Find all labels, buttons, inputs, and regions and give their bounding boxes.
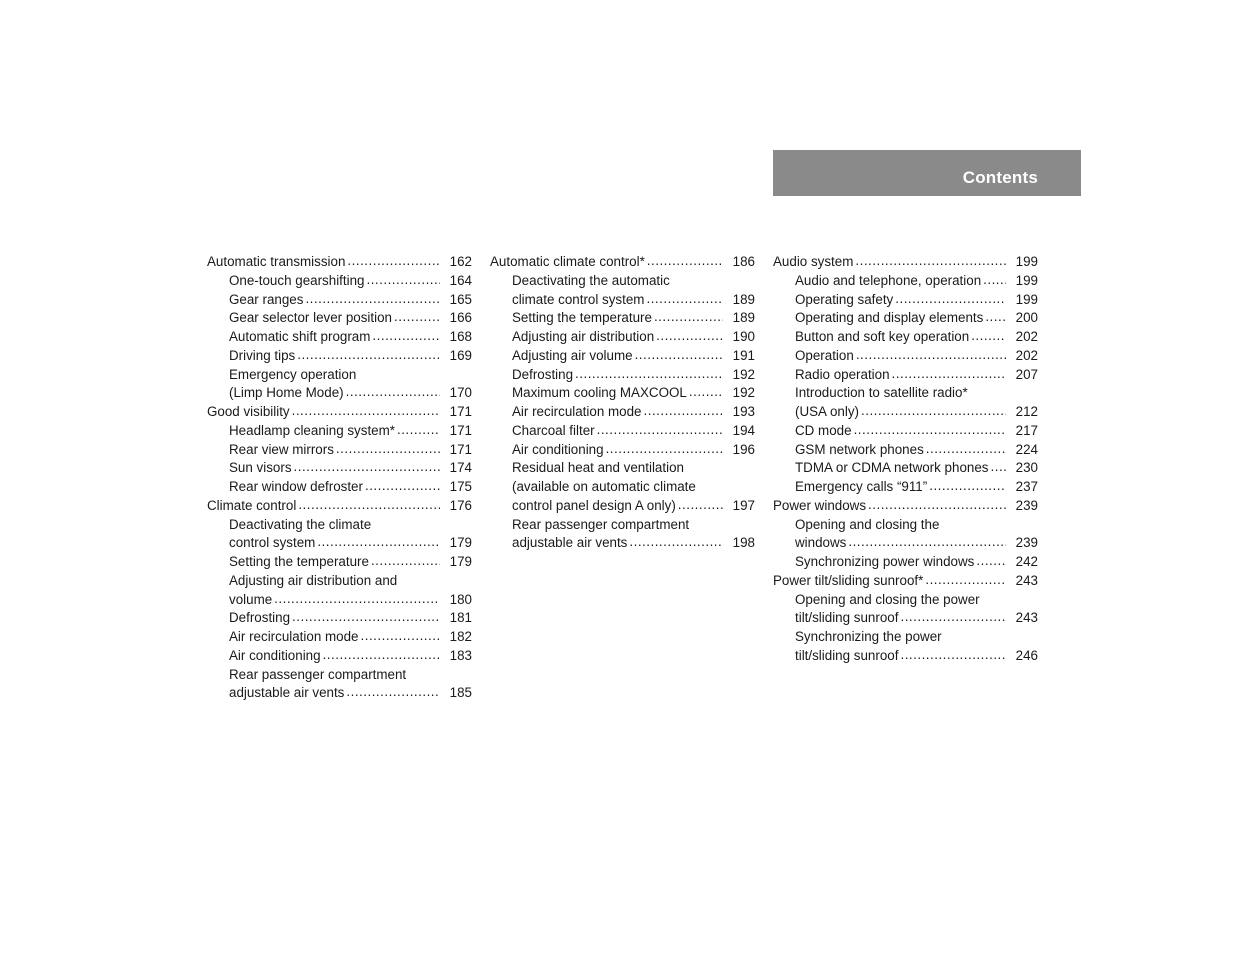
toc-subentry[interactable] [207,478,472,497]
toc-dot-leader [317,533,440,552]
toc-entry-label: (available on automatic climate [512,479,696,494]
toc-page-number: 217 [1015,422,1038,438]
toc-page-number: 189 [732,310,755,326]
toc-subentry[interactable] [490,309,755,328]
toc-column-2 [490,253,755,553]
toc-subentry[interactable] [773,347,1038,366]
toc-page-number: 166 [449,310,472,326]
toc-page-number: 196 [732,441,755,457]
toc-page-number: 192 [732,385,755,401]
toc-entry-label: Defrosting [512,366,574,382]
toc-entry-label: Deactivating the automatic [512,272,670,288]
toc-page-number: 242 [1015,554,1038,569]
toc-entry-label: Deactivating the climate [229,516,372,532]
toc-dot-leader [892,365,1006,384]
toc-dot-leader [274,590,440,609]
toc-entry-label: CD mode [795,422,852,438]
toc-subentry[interactable] [207,291,472,310]
toc-page-number: 239 [1015,535,1038,551]
toc-dot-leader [900,646,1006,665]
toc-dot-leader [656,327,723,346]
toc-dot-leader [900,608,1006,627]
toc-entry-label: Button and soft key operation [795,329,970,344]
page-title: Contents [962,168,1038,187]
toc-entry-label: Maximum cooling MAXCOOL [512,385,687,401]
toc-entry-label: Introduction to satellite radio* [795,385,968,401]
toc-subentry[interactable] [773,534,1038,553]
toc-page-number: 212 [1015,404,1038,419]
toc-subentry [773,628,1038,647]
toc-entry[interactable] [773,572,1038,591]
toc-column-3 [773,253,1038,666]
toc-dot-leader [365,477,440,496]
toc-dot-leader [861,402,1006,421]
toc-entry-label: One-touch gearshifting [229,272,365,288]
toc-page-number: 192 [732,366,755,382]
toc-dot-leader [294,458,440,477]
toc-dot-leader [678,496,723,515]
toc-entry-label: Audio system [773,254,854,269]
toc-page-number: 199 [1015,272,1038,288]
toc-entry-label: adjustable air vents [512,535,628,551]
toc-column-1 [207,253,472,703]
toc-subentry[interactable] [207,647,472,666]
toc-page-number: 171 [449,404,472,419]
toc-entry[interactable] [773,253,1038,272]
toc-subentry[interactable] [207,384,472,403]
toc-subentry[interactable] [490,441,755,460]
toc-dot-leader [985,308,1006,327]
toc-page-number: 224 [1015,441,1038,457]
toc-entry-label: Climate control [207,497,297,513]
toc-entry[interactable] [773,497,1038,516]
toc-dot-leader [361,627,441,646]
toc-dot-leader [646,290,723,309]
toc-subentry[interactable] [207,609,472,628]
toc-subentry[interactable] [773,309,1038,328]
toc-entry[interactable] [207,253,472,272]
toc-page-number: 179 [449,554,472,569]
toc-subentry[interactable] [773,441,1038,460]
toc-dot-leader [895,290,1006,309]
toc-page-number: 230 [1015,460,1038,476]
toc-subentry[interactable] [207,309,472,328]
toc-subentry[interactable] [773,422,1038,441]
toc-page-number: 182 [449,629,472,644]
toc-page-number: 243 [1015,572,1038,588]
toc-entry-label: Good visibility [207,404,290,419]
toc-entry-label: Rear passenger compartment [229,666,407,682]
toc-dot-leader [371,552,440,571]
toc-subentry[interactable] [773,553,1038,572]
toc-subentry[interactable] [207,684,472,703]
toc-subentry[interactable] [773,272,1038,291]
toc-entry-label: Synchronizing the power [795,629,942,644]
toc-subentry[interactable] [490,328,755,347]
toc-page-number: 198 [732,535,755,551]
toc-subentry [773,384,1038,403]
toc-subentry[interactable] [773,366,1038,385]
toc-subentry[interactable] [490,291,755,310]
toc-page-number: 175 [449,479,472,494]
toc-subentry [490,516,755,535]
toc-page-number: 168 [449,329,472,344]
toc-subentry [207,366,472,385]
toc-entry-label: control system [229,535,316,551]
toc-dot-leader [635,346,723,365]
toc-dot-leader [855,252,1006,271]
toc-page-number: 179 [449,535,472,551]
toc-entry-label: Synchronizing power windows [795,554,975,569]
toc-subentry[interactable] [490,497,755,516]
toc-page-number: 186 [732,254,755,269]
toc-page-number: 202 [1015,329,1038,344]
toc-page-number: 169 [449,347,472,363]
toc-dot-leader [629,533,723,552]
toc-page-number: 193 [732,404,755,419]
toc-dot-leader [336,440,440,459]
toc-subentry [773,591,1038,610]
toc-entry-label: Emergency calls “911” [795,479,928,494]
toc-subentry [490,478,755,497]
toc-page-number: 176 [449,497,472,513]
toc-subentry[interactable] [207,591,472,610]
toc-subentry[interactable] [490,534,755,553]
toc-page-number: 191 [732,347,755,363]
toc-dot-leader [366,271,440,290]
toc-subentry[interactable] [490,403,755,422]
toc-dot-leader [971,327,1006,346]
toc-subentry[interactable] [207,328,472,347]
toc-entry-label: Air recirculation mode [512,404,642,419]
toc-entry-label: Setting the temperature [512,310,652,326]
toc-page-number: 199 [1015,291,1038,307]
toc-dot-leader [654,308,723,327]
toc-page-number: 237 [1015,479,1038,494]
toc-subentry[interactable] [773,609,1038,628]
toc-page-number: 243 [1015,610,1038,626]
toc-dot-leader [976,552,1006,571]
toc-dot-leader [394,308,440,327]
toc-page-number: 174 [449,460,472,476]
toc-dot-leader [854,421,1006,440]
toc-page-number: 170 [449,385,472,401]
toc-page-number: 183 [449,647,472,663]
toc-entry-label: (Limp Home Mode) [229,385,344,401]
toc-dot-leader [346,383,440,402]
toc-subentry [490,459,755,478]
toc-dot-leader [848,533,1006,552]
toc-dot-leader [347,252,440,271]
toc-subentry[interactable] [207,553,472,572]
toc-entry-label: Power tilt/sliding sunroof* [773,572,924,588]
toc-entry-label: Automatic shift program [229,329,371,344]
toc-dot-leader [644,402,724,421]
toc-entry-label: Radio operation [795,366,890,382]
toc-dot-leader [305,290,440,309]
toc-entry-label: volume [229,591,273,607]
toc-subentry[interactable] [207,347,472,366]
toc-subentry[interactable] [207,441,472,460]
toc-page-number: 171 [449,441,472,457]
toc-subentry[interactable] [207,459,472,478]
toc-entry-label: Driving tips [229,347,296,363]
toc-dot-leader [856,346,1006,365]
toc-subentry[interactable] [773,647,1038,666]
toc-page-number: 162 [449,254,472,269]
toc-entry-label: Adjusting air volume [512,347,633,363]
toc-subentry [490,272,755,291]
toc-dot-leader [647,252,723,271]
toc-page-number: 202 [1015,347,1038,363]
contents-header-bar [773,150,1081,196]
toc-dot-leader [297,346,440,365]
toc-subentry[interactable] [490,384,755,403]
toc-entry-label: Sun visors [229,460,292,476]
toc-page-number: 200 [1015,310,1038,326]
toc-page-number: 185 [449,685,472,701]
toc-subentry[interactable] [490,347,755,366]
toc-entry-label: Air recirculation mode [229,629,359,644]
toc-subentry[interactable] [207,628,472,647]
toc-dot-leader [346,683,440,702]
toc-entry-label: Headlamp cleaning system* [229,422,395,438]
toc-dot-leader [929,477,1006,496]
toc-entry-label: Air conditioning [229,647,321,663]
toc-subentry[interactable] [207,534,472,553]
toc-entry-label: Operating and display elements [795,310,984,326]
toc-entry-label: Audio and telephone, operation [795,272,982,288]
toc-page-number: 207 [1015,366,1038,382]
toc-page-number: 164 [449,272,472,288]
toc-page-number: 181 [449,610,472,626]
toc-entry-label: adjustable air vents [229,685,345,701]
toc-page-number: 239 [1015,497,1038,513]
toc-dot-leader [991,458,1007,477]
toc-dot-leader [606,440,723,459]
toc-dot-leader [292,402,440,421]
toc-subentry[interactable] [207,272,472,291]
toc-entry-label: Opening and closing the [795,516,940,532]
toc-dot-leader [372,327,440,346]
toc-dot-leader [323,646,440,665]
toc-dot-leader [298,496,440,515]
toc-entry-label: Adjusting air distribution and [229,572,398,588]
toc-entry-label: (USA only) [795,404,859,419]
toc-entry-label: Automatic climate control* [490,254,645,269]
toc-entry-label: tilt/sliding sunroof [795,647,899,663]
toc-entry[interactable] [490,253,755,272]
toc-entry-label: Charcoal filter [512,422,595,438]
toc-entry-label: windows [795,535,847,551]
toc-dot-leader [597,421,723,440]
toc-entry-label: Rear window defroster [229,479,363,494]
toc-entry-label: control panel design A only) [512,497,676,513]
toc-subentry [773,516,1038,535]
toc-subentry[interactable] [773,328,1038,347]
toc-subentry [207,516,472,535]
toc-entry-label: Opening and closing the power [795,591,980,607]
toc-page-number: 199 [1015,254,1038,269]
toc-dot-leader [689,383,723,402]
toc-entry-label: Defrosting [229,610,291,626]
toc-dot-leader [292,608,440,627]
toc-entry-label: Power windows [773,497,867,513]
toc-page-number: 189 [732,291,755,307]
toc-subentry [207,572,472,591]
toc-entry-label: GSM network phones [795,441,924,457]
toc-dot-leader [983,271,1006,290]
toc-dot-leader [575,365,723,384]
toc-dot-leader [868,496,1006,515]
toc-dot-leader [925,571,1006,590]
toc-subentry[interactable] [773,459,1038,478]
toc-entry-label: Operating safety [795,291,894,307]
toc-entry-label: tilt/sliding sunroof [795,610,899,626]
toc-subentry[interactable] [207,422,472,441]
toc-page-number: 190 [732,329,755,344]
toc-page-number: 180 [449,591,472,607]
toc-subentry[interactable] [490,422,755,441]
toc-page-number: 194 [732,422,755,438]
toc-entry-label: Residual heat and ventilation [512,460,684,476]
toc-entry-label: Adjusting air distribution [512,329,655,344]
toc-entry-label: Operation [795,347,854,363]
toc-subentry[interactable] [773,403,1038,422]
toc-page-number: 197 [732,497,755,513]
toc-dot-leader [926,440,1006,459]
toc-subentry [207,666,472,685]
toc-entry-label: Gear ranges [229,291,304,307]
toc-entry-label: Rear passenger compartment [512,516,690,532]
toc-entry[interactable] [207,403,472,422]
toc-dot-leader [397,421,440,440]
toc-entry-label: Air conditioning [512,441,604,457]
toc-entry-label: Emergency operation [229,366,357,382]
toc-subentry[interactable] [773,478,1038,497]
toc-entry-label: Rear view mirrors [229,441,334,457]
toc-entry-label: climate control system [512,291,645,307]
toc-entry-label: TDMA or CDMA network phones [795,460,989,476]
toc-page-number: 246 [1015,647,1038,663]
toc-entry-label: Setting the temperature [229,554,369,569]
toc-entry-label: Automatic transmission [207,254,346,269]
toc-page-number: 171 [449,422,472,438]
toc-entry[interactable] [207,497,472,516]
toc-subentry[interactable] [773,291,1038,310]
toc-entry-label: Gear selector lever position [229,310,392,326]
toc-subentry[interactable] [490,366,755,385]
toc-page-number: 165 [449,291,472,307]
